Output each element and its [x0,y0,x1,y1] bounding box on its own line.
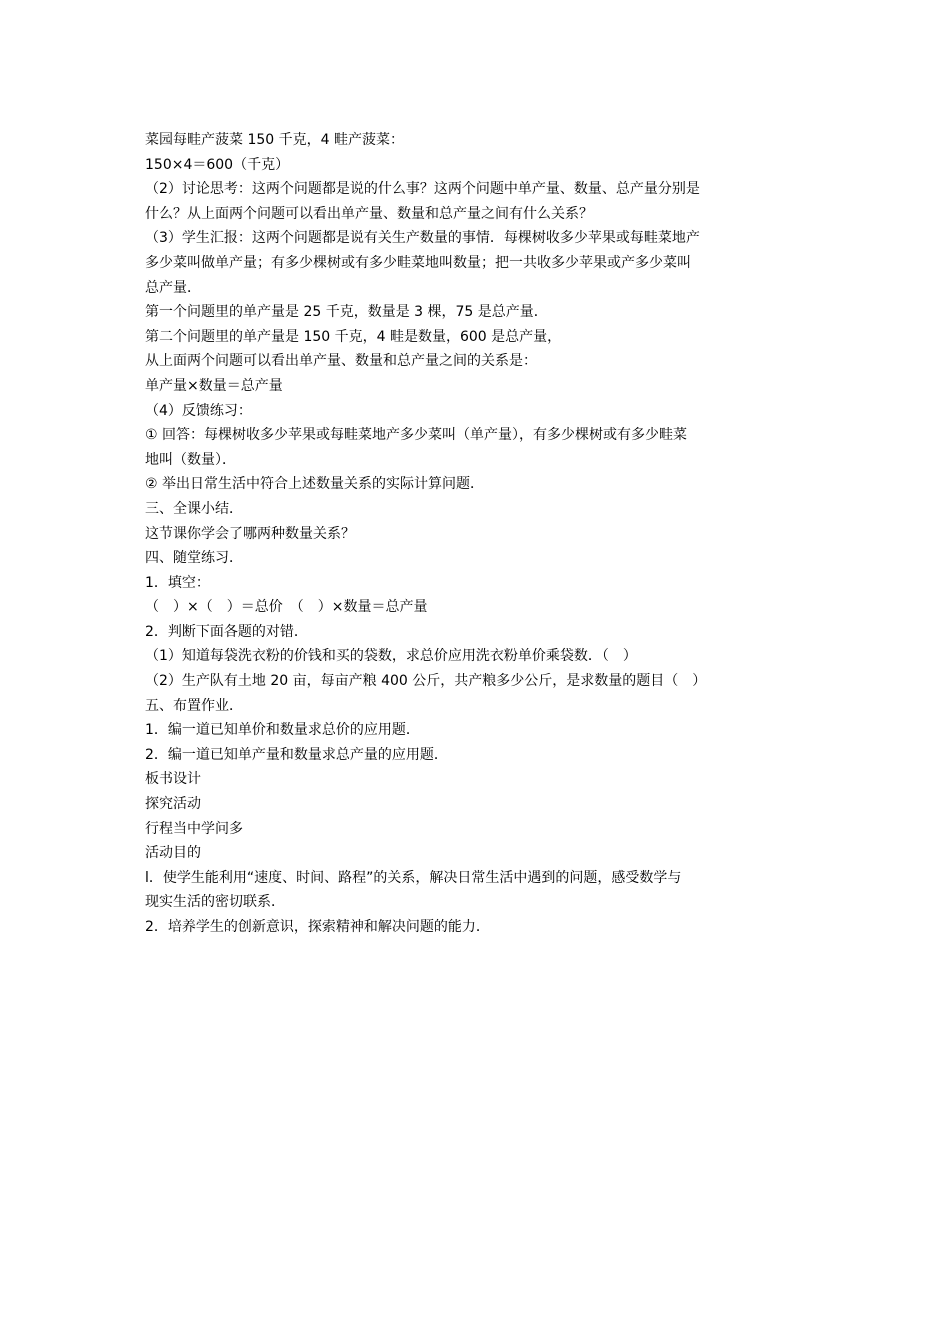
text-line: 单产量×数量＝总产量 [145,377,283,394]
text-line: 总产量． [145,279,201,296]
text-line: 2．编一道已知单产量和数量求总产量的应用题． [145,746,448,763]
text-line: 从上面两个问题可以看出单产量、数量和总产量之间的关系是： [145,353,537,370]
text-line: 地叫（数量）． [145,451,236,468]
text-line: 现实生活的密切联系． [145,894,285,911]
text-line: （1）知道每袋洗衣粉的价钱和买的袋数，求总价应用洗衣粉单价乘袋数．（ ） [145,648,637,665]
text-line: 第二个问题里的单产量是 150 千克，4 畦是数量，600 是总产量， [145,328,562,345]
text-line: 2．培养学生的创新意识，探索精神和解决问题的能力． [145,919,490,935]
document-body [145,128,813,940]
text-line: ② 举出日常生活中符合上述数量关系的实际计算问题． [145,476,484,493]
section-heading: 五、布置作业． [145,697,243,714]
text-line: ① 回答：每棵树收多少苹果或每畦菜地产多少菜叫（单产量），有多少棵树或有多少畦菜 [145,427,687,444]
text-line: 2．判断下面各题的对错． [145,623,308,640]
text-line: 第一个问题里的单产量是 25 千克，数量是 3 棵，75 是总产量． [145,304,548,321]
text-line: 什么？从上面两个问题可以看出单产量、数量和总产量之间有什么关系？ [145,205,593,222]
section-heading: 板书设计 [145,771,201,788]
text-line: 1．填空： [145,574,210,591]
section-heading: 四、随堂练习． [145,550,243,567]
text-line: 150×4＝600（千克） [145,156,290,173]
section-heading: 活动目的 [145,845,201,862]
text-line: 这节课你学会了哪两种数量关系？ [145,525,355,542]
text-line: l．使学生能利用“速度、时间、路程”的关系，解决日常生活中遇到的问题，感受数学与 [145,869,682,886]
text-line: （ ）×（ ）＝总价 （ ）×数量＝总产量 [145,599,428,616]
section-heading: 行程当中学问多 [145,820,243,837]
text-line: （3）学生汇报：这两个问题都是说有关生产数量的事情．每棵树收多少苹果或每畦菜地产 [145,230,700,247]
text-line: （4）反馈练习： [145,402,252,419]
text-line: 菜园每畦产菠菜 150 千克，4 畦产菠菜： [145,132,404,148]
text-line: 多少菜叫做单产量；有多少棵树或有多少畦菜地叫数量；把一共收多少苹果或产多少菜叫 [145,254,691,271]
text-line: 1．编一道已知单价和数量求总价的应用题． [145,722,420,739]
text-line: （2）生产队有土地 20 亩，每亩产粮 400 公斤，共产粮多少公斤，是求数量的题目（ ） [145,673,707,690]
section-heading: 三、全课小结． [145,500,243,517]
text-line: （2）讨论思考：这两个问题都是说的什么事？这两个问题中单产量、数量、总产量分别是 [145,181,700,198]
section-heading: 探究活动 [145,796,201,813]
